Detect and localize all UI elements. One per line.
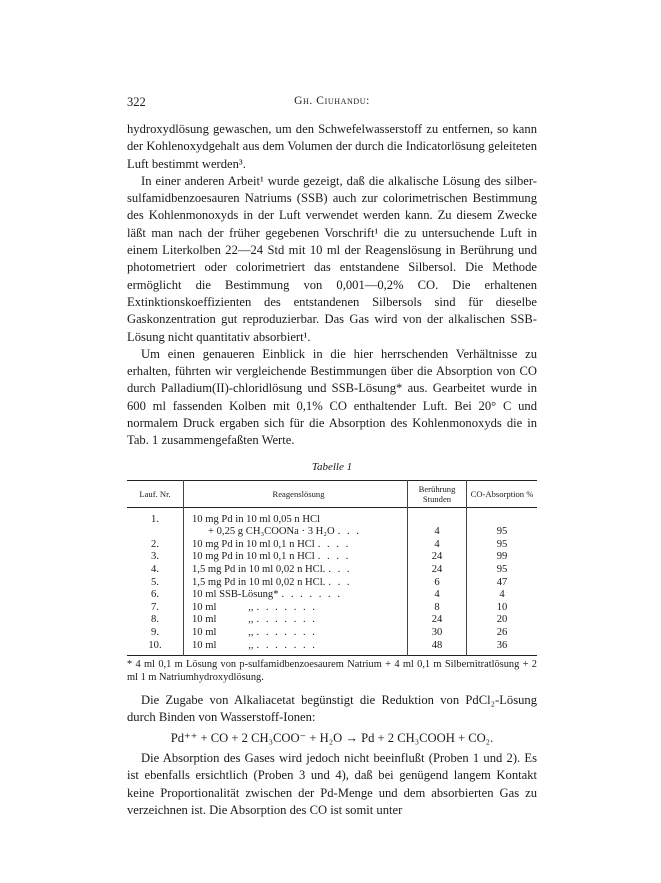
cell-reagens [184, 551, 408, 564]
cell-lauf-nr: 7. [151, 601, 159, 613]
cell-co-absorption: 20 [467, 614, 538, 627]
cell-lauf-nr: 10. [148, 639, 162, 651]
cell-co-absorption: 95 [467, 526, 538, 539]
table-row [127, 627, 537, 640]
reagens-text: 10 mg Pd in 10 ml 0,05 n HCl [192, 513, 321, 525]
leader-dots: . . . . . . . [256, 601, 317, 613]
table-row [127, 526, 537, 539]
cell-stunden: 30 [408, 627, 467, 640]
paragraph: Die Absorption des Gases wird jedoch nicht beeinflußt (Proben 1 und 2). Es ist ebenfalls ersichtlich (Proben 3 und 4), daß bei genügend langem Kontakt keine Proportionalität zwischen der Pd-Menge und dem absorbierten Gas zu verzeichnen ist. Die Absorption des CO ist somit unter [127, 751, 537, 817]
cell-stunden: 4 [408, 526, 467, 539]
cell-stunden: 4 [408, 539, 467, 552]
cell-reagens [184, 539, 408, 552]
table-row [127, 614, 537, 627]
table-row [127, 640, 537, 656]
leader-dots: . . . . . . . [256, 626, 317, 638]
cell-co-absorption: 99 [467, 551, 538, 564]
cell-lauf-nr: 2. [151, 538, 159, 550]
cell-lauf-nr [127, 526, 184, 539]
cell-reagens [184, 614, 408, 627]
cell-stunden: 24 [408, 614, 467, 627]
paragraph: Um einen genaueren Einblick in die hier herrschenden Verhältnisse zu erhalten, führten wir vergleichende Bestimmungen über die Absorption von CO durch Palladium(II)-chloridlösung und SSB-Lösung* aus. Gearbeitet wurde in 600 ml fassenden Kolben mit 0,1% CO enthaltender Luft. Bei 20° C und normalem Druck ergaben sich für die Absorption des Kohlenmonoxyds die in Tab. 1 zusammengefaßten Werte. [127, 346, 537, 448]
cell-stunden: 6 [408, 577, 467, 590]
cell-co-absorption: 95 [467, 539, 538, 552]
cell-co-absorption [467, 507, 538, 526]
cell-stunden: 24 [408, 564, 467, 577]
header-beruehrung: Berührung Stunden [408, 480, 467, 507]
leader-dots: . . . [337, 526, 361, 538]
table-footnote: * 4 ml 0,1 m Lösung von p-sulfamidbenzoesaurem Natrium + 4 ml 0,1 m Silbernitratlösung + 2 ml 1 m Natriumhydroxydlösung. [127, 659, 537, 684]
cell-reagens [184, 589, 408, 602]
cell-co-absorption: 47 [467, 577, 538, 590]
table-caption: Tabelle 1 [311, 460, 353, 473]
cell-co-absorption: 95 [467, 564, 538, 577]
body-text [127, 121, 537, 819]
table-row [127, 539, 537, 552]
reagens-text: 1,5 mg Pd in 10 ml 0,02 n HCl. [192, 564, 326, 576]
table-row [127, 507, 537, 526]
reagens-text: 10 ml ,, [192, 626, 254, 638]
cell-stunden [408, 507, 467, 526]
cell-lauf-nr: 6. [151, 589, 159, 601]
reagens-text: + 0,25 g CH₃COONa · 3 H₂O [208, 526, 335, 538]
cell-co-absorption: 36 [467, 640, 538, 656]
cell-reagens [184, 507, 408, 526]
leader-dots: . . . . . . . [256, 614, 317, 626]
leader-dots: . . . [328, 576, 352, 588]
cell-reagens [184, 577, 408, 590]
reagens-text: 10 mg Pd in 10 ml 0,1 n HCl [192, 538, 315, 550]
cell-lauf-nr: 5. [151, 576, 159, 588]
leader-dots: . . . . [317, 551, 351, 563]
leader-dots: . . . [328, 564, 352, 576]
leader-dots: . . . . . . . [281, 589, 342, 601]
cell-reagens [184, 602, 408, 615]
cell-lauf-nr: 3. [151, 551, 159, 563]
results-table [127, 480, 537, 657]
reagens-text: 10 mg Pd in 10 ml 0,1 n HCl [192, 551, 315, 563]
cell-reagens [184, 640, 408, 656]
reaction-equation: Pd⁺⁺ + CO + 2 CH₃COO⁻ + H₂O → Pd + 2 CH₃COOH + CO₂. [170, 730, 494, 745]
cell-reagens [184, 627, 408, 640]
table-row [127, 551, 537, 564]
cell-lauf-nr: 1. [151, 513, 159, 525]
table-row [127, 602, 537, 615]
page-number: 322 [127, 95, 146, 109]
cell-co-absorption: 10 [467, 602, 538, 615]
paragraph: Die Zugabe von Alkaliacetat begünstigt die Reduktion von PdCl₂-Lösung durch Binden von Wasserstoff-Ionen: [127, 693, 537, 725]
table-row [127, 589, 537, 602]
header-co-absorption: CO-Absorption % [467, 480, 538, 507]
reagens-text: 10 ml ,, [192, 639, 254, 651]
table-row [127, 577, 537, 590]
leader-dots: . . . . [317, 538, 351, 550]
cell-co-absorption: 4 [467, 589, 538, 602]
header-reagens: Reagenslösung [184, 480, 408, 507]
table-header-row [127, 480, 537, 507]
cell-reagens [184, 526, 408, 539]
paragraph: hydroxydlösung gewaschen, um den Schwefelwasserstoff zu entfernen, so kann der Kohlenoxydgehalt aus dem Volumen der durch die Indicatorlösung geleiteten Luft bestimmt werden³. [127, 122, 537, 171]
cell-co-absorption: 26 [467, 627, 538, 640]
reagens-text: 10 ml SSB-Lösung* [192, 589, 279, 601]
leader-dots [320, 514, 405, 527]
cell-lauf-nr: 8. [151, 614, 159, 626]
reagens-text: 1,5 mg Pd in 10 ml 0,02 n HCl. [192, 576, 326, 588]
table-row [127, 564, 537, 577]
reagens-text: 10 ml ,, [192, 601, 254, 613]
header-lauf-nr: Lauf. Nr. [139, 488, 171, 499]
cell-stunden: 24 [408, 551, 467, 564]
cell-stunden: 48 [408, 640, 467, 656]
cell-lauf-nr: 9. [151, 626, 159, 638]
table-body [127, 507, 537, 656]
cell-stunden: 4 [408, 589, 467, 602]
cell-lauf-nr: 4. [151, 564, 159, 576]
running-head-author: Gh. Ciuhandu: [294, 95, 370, 107]
leader-dots: . . . . . . . [256, 639, 317, 651]
cell-stunden: 8 [408, 602, 467, 615]
paragraph: In einer anderen Arbeit¹ wurde gezeigt, daß die alkalische Lösung des silber-sulfamidbenzoesauren Natriums (SSB) auch zur colorimetrischen Bestimmung des Kohlenmonoxyds in der Luft verwendet werden kann. Zu diesem Zwecke läßt man nach der früher gegebenen Vorschrift¹ die zu untersuchende Luft in einem Literkolben 22—24 Std mit 10 ml der Reagenslösung in Berührung und photometriert oder colorimetriert das entstandene Silbersol. Die Methode ermöglicht die Bestimmung von 0,001—0,2% CO. Die erhaltenen Extinktionskoeffizienten des entstandenen Silbersols sind für dieselbe Gaskonzentration gut reproduzierbar. Das Gas wird von der alkalischen SSB-Lösung nicht quantitativ absorbiert¹. [127, 173, 537, 344]
running-header [127, 95, 537, 111]
cell-reagens [184, 564, 408, 577]
reagens-text: 10 ml ,, [192, 614, 254, 626]
